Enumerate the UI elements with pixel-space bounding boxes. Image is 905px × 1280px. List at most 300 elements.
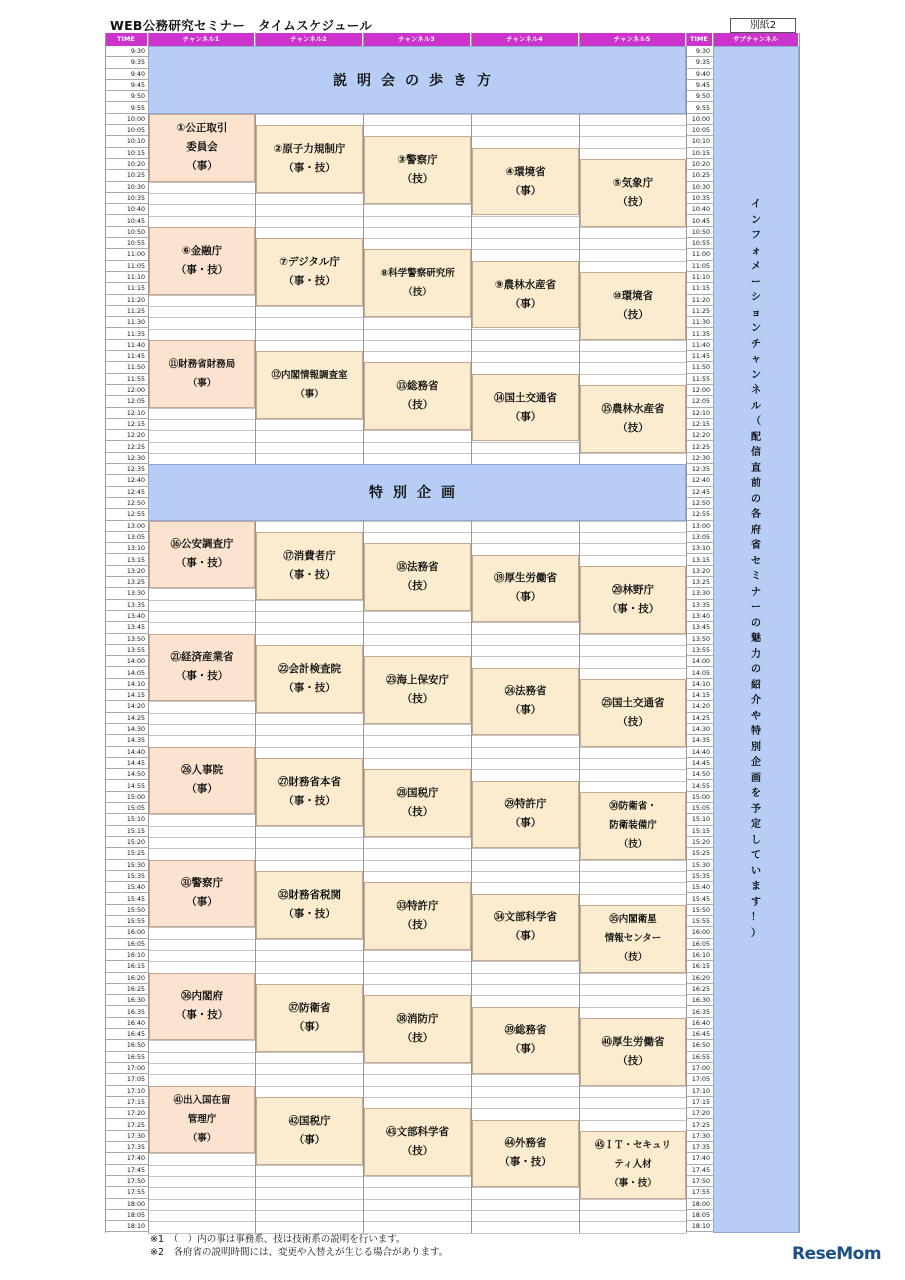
time-label-left: 17:30 xyxy=(105,1131,148,1142)
session-line: ⑦デジタル庁 xyxy=(279,255,340,268)
time-label-right: 11:25 xyxy=(686,306,713,317)
time-label-right: 16:15 xyxy=(686,961,713,972)
session-line: ⑬総務省 xyxy=(396,380,439,393)
session-block xyxy=(256,871,363,939)
time-label-left: 15:40 xyxy=(105,882,148,893)
session-line: （技） xyxy=(617,715,649,728)
time-label-right: 16:55 xyxy=(686,1052,713,1063)
session-block xyxy=(580,385,686,453)
session-line: （事・技） xyxy=(283,681,336,694)
time-label-left: 16:55 xyxy=(105,1052,148,1063)
time-label-right: 13:10 xyxy=(686,543,713,554)
session-line: ㉟内閣衛星 xyxy=(609,914,657,926)
time-label-right: 10:05 xyxy=(686,125,713,136)
time-label-right: 14:05 xyxy=(686,668,713,679)
time-label-right: 17:15 xyxy=(686,1097,713,1108)
time-label-right: 9:35 xyxy=(686,57,713,68)
session-block xyxy=(580,679,686,747)
session-line: ⑯公安調査庁 xyxy=(170,538,234,551)
session-line: ㉙特許庁 xyxy=(504,798,547,811)
time-label-left: 16:50 xyxy=(105,1040,148,1051)
session-line: （技） xyxy=(401,693,434,706)
session-line: ②原子力規制庁 xyxy=(273,142,346,155)
time-label-right: 16:40 xyxy=(686,1018,713,1029)
session-block xyxy=(256,238,363,306)
time-label-left: 12:05 xyxy=(105,396,148,407)
session-line: ㊺ＩＴ・セキュリ xyxy=(594,1140,671,1152)
time-label-left: 17:35 xyxy=(105,1142,148,1153)
channel-5-header: チャンネル5 xyxy=(579,33,686,46)
time-label-right: 15:55 xyxy=(686,916,713,927)
time-label-right: 16:10 xyxy=(686,950,713,961)
time-label-left: 15:25 xyxy=(105,848,148,859)
time-label-right: 14:00 xyxy=(686,656,713,667)
time-label-left: 13:35 xyxy=(105,600,148,611)
time-label-right: 11:20 xyxy=(686,295,713,306)
time-label-left: 13:10 xyxy=(105,543,148,554)
time-label-left: 12:25 xyxy=(105,442,148,453)
session-block xyxy=(149,1086,255,1154)
time-label-left: 10:00 xyxy=(105,114,148,125)
time-label-left: 17:50 xyxy=(105,1176,148,1187)
session-block xyxy=(472,894,579,962)
time-label-right: 15:35 xyxy=(686,871,713,882)
time-label-right: 15:00 xyxy=(686,792,713,803)
time-label-left: 17:10 xyxy=(105,1086,148,1097)
session-line: ⑤気象庁 xyxy=(612,176,654,189)
session-line: （事） xyxy=(509,1043,542,1056)
session-line: 防衛装備庁 xyxy=(609,820,657,832)
time-label-right: 15:15 xyxy=(686,826,713,837)
session-block xyxy=(580,272,686,340)
session-line: ㉔法務省 xyxy=(504,685,547,698)
session-block xyxy=(364,1108,471,1176)
session-line: ⑥金融庁 xyxy=(181,244,223,257)
time-label-right: 18:05 xyxy=(686,1210,713,1221)
time-label-left: 18:00 xyxy=(105,1199,148,1210)
time-label-right: 10:55 xyxy=(686,238,713,249)
session-line: ⑲厚生労働省 xyxy=(494,572,557,585)
time-header-right: TIME xyxy=(686,33,713,46)
channel-3-header: チャンネル3 xyxy=(363,33,471,46)
time-label-right: 12:25 xyxy=(686,442,713,453)
session-line: ㉛警察庁 xyxy=(181,877,223,890)
time-label-left: 16:20 xyxy=(105,973,148,984)
time-label-left: 17:20 xyxy=(105,1108,148,1119)
time-label-right: 11:05 xyxy=(686,261,713,272)
time-label-left: 11:00 xyxy=(105,249,148,260)
session-line: （事・技） xyxy=(606,602,660,615)
session-line: ⑧科学警察研究所 xyxy=(380,268,455,280)
time-label-left: 16:05 xyxy=(105,939,148,950)
session-line: ㊶出入国在留 xyxy=(173,1094,231,1106)
time-label-right: 16:50 xyxy=(686,1040,713,1051)
session-line: ティ人材 xyxy=(614,1159,652,1171)
time-label-left: 13:20 xyxy=(105,566,148,577)
time-label-left: 15:20 xyxy=(105,837,148,848)
time-label-left: 15:50 xyxy=(105,905,148,916)
channel-4-header: チャンネル4 xyxy=(471,33,579,46)
session-block xyxy=(580,566,686,634)
time-label-right: 13:55 xyxy=(686,645,713,656)
annex-label: 別紙2 xyxy=(730,18,796,33)
page-title: WEB公務研究セミナー タイムスケジュール xyxy=(110,18,373,33)
time-label-left: 11:40 xyxy=(105,340,148,351)
session-line: （事・技） xyxy=(609,1178,657,1190)
time-label-left: 10:25 xyxy=(105,170,148,181)
session-line: ⑮農林水産省 xyxy=(601,402,665,415)
session-line: ㊳消防庁 xyxy=(396,1013,439,1026)
time-label-right: 17:45 xyxy=(686,1165,713,1176)
time-label-right: 11:15 xyxy=(686,283,713,294)
session-block xyxy=(364,543,471,611)
time-label-left: 13:40 xyxy=(105,611,148,622)
time-label-left: 14:15 xyxy=(105,690,148,701)
time-label-right: 16:05 xyxy=(686,939,713,950)
session-line: （事） xyxy=(509,184,542,197)
session-block xyxy=(472,1007,579,1075)
time-label-left: 15:00 xyxy=(105,792,148,803)
time-label-left: 11:35 xyxy=(105,329,148,340)
time-label-right: 9:55 xyxy=(686,103,713,114)
time-label-left: 9:30 xyxy=(105,46,148,57)
session-line: ㉚防衛省・ xyxy=(609,801,657,813)
column-divider xyxy=(105,33,106,1233)
resemom-logo: ReseMom xyxy=(792,1244,882,1264)
time-label-left: 14:25 xyxy=(105,713,148,724)
session-line: （事） xyxy=(509,297,542,310)
time-label-right: 12:10 xyxy=(686,408,713,419)
session-block xyxy=(364,249,471,317)
session-line: ㊴総務省 xyxy=(504,1024,547,1037)
schedule-grid xyxy=(105,33,799,1231)
time-label-right: 14:50 xyxy=(686,769,713,780)
session-block xyxy=(149,860,255,928)
time-label-left: 17:55 xyxy=(105,1187,148,1198)
row-divider xyxy=(148,1221,686,1222)
footnote-2: ※2 各府省の説明時間には、変更や入替えが生じる場合があります。 xyxy=(150,1247,449,1258)
time-label-right: 12:05 xyxy=(686,396,713,407)
time-label-right: 11:45 xyxy=(686,351,713,362)
time-label-left: 15:55 xyxy=(105,916,148,927)
time-label-right: 9:45 xyxy=(686,80,713,91)
time-label-left: 10:35 xyxy=(105,193,148,204)
session-line: ⑳林野庁 xyxy=(612,583,654,596)
time-label-right: 10:25 xyxy=(686,170,713,181)
time-label-right: 10:35 xyxy=(686,193,713,204)
time-label-left: 13:45 xyxy=(105,622,148,633)
session-line: ⑰消費者庁 xyxy=(283,549,336,562)
time-label-left: 10:20 xyxy=(105,159,148,170)
time-label-left: 10:50 xyxy=(105,227,148,238)
session-line: ㉝特許庁 xyxy=(396,900,439,913)
session-block xyxy=(580,1131,686,1199)
time-label-right: 15:30 xyxy=(686,860,713,871)
session-block xyxy=(580,792,686,860)
time-label-left: 10:05 xyxy=(105,125,148,136)
time-label-left: 9:35 xyxy=(105,57,148,68)
time-label-right: 13:45 xyxy=(686,622,713,633)
time-label-right: 12:00 xyxy=(686,385,713,396)
session-block xyxy=(364,136,471,204)
time-label-left: 14:20 xyxy=(105,701,148,712)
time-label-right: 17:30 xyxy=(686,1131,713,1142)
session-line: ㉘国税庁 xyxy=(396,787,439,800)
session-line: （事・技） xyxy=(175,670,229,683)
session-line: ㊸文部科学省 xyxy=(386,1126,449,1139)
time-label-left: 13:25 xyxy=(105,577,148,588)
time-label-left: 9:50 xyxy=(105,91,148,102)
time-label-left: 15:35 xyxy=(105,871,148,882)
time-label-left: 17:25 xyxy=(105,1120,148,1131)
time-label-left: 14:35 xyxy=(105,735,148,746)
session-block xyxy=(472,668,579,736)
time-label-right: 10:10 xyxy=(686,136,713,147)
time-label-right: 12:55 xyxy=(686,509,713,520)
time-label-left: 13:55 xyxy=(105,645,148,656)
time-label-right: 14:15 xyxy=(686,690,713,701)
session-block xyxy=(149,634,255,702)
time-label-right: 17:05 xyxy=(686,1074,713,1085)
column-divider xyxy=(255,33,256,1233)
time-label-right: 12:30 xyxy=(686,453,713,464)
time-label-right: 18:10 xyxy=(686,1221,713,1232)
time-label-right: 13:30 xyxy=(686,588,713,599)
session-line: （技） xyxy=(401,1145,434,1158)
time-label-right: 11:55 xyxy=(686,374,713,385)
time-label-right: 14:10 xyxy=(686,679,713,690)
time-label-right: 14:35 xyxy=(686,735,713,746)
time-label-left: 16:40 xyxy=(105,1018,148,1029)
session-line: （技） xyxy=(401,580,434,593)
session-block xyxy=(256,351,363,419)
session-block xyxy=(472,374,579,442)
session-block xyxy=(256,758,363,826)
session-block xyxy=(364,769,471,837)
time-label-right: 17:55 xyxy=(686,1187,713,1198)
time-label-left: 10:55 xyxy=(105,238,148,249)
time-label-right: 16:20 xyxy=(686,973,713,984)
time-label-right: 14:20 xyxy=(686,701,713,712)
session-line: ㉑経済産業省 xyxy=(170,651,234,664)
session-line: （事） xyxy=(509,930,542,943)
time-label-right: 9:50 xyxy=(686,91,713,102)
time-label-left: 16:15 xyxy=(105,961,148,972)
session-line: （事） xyxy=(509,817,542,830)
time-label-right: 13:00 xyxy=(686,521,713,532)
time-label-left: 10:10 xyxy=(105,136,148,147)
session-line: （事） xyxy=(186,160,218,173)
time-label-right: 13:05 xyxy=(686,532,713,543)
time-label-left: 17:40 xyxy=(105,1153,148,1164)
time-label-left: 12:40 xyxy=(105,475,148,486)
time-header-left: TIME xyxy=(105,33,148,46)
time-label-right: 13:40 xyxy=(686,611,713,622)
time-label-right: 10:30 xyxy=(686,182,713,193)
time-label-left: 13:30 xyxy=(105,588,148,599)
time-label-right: 15:05 xyxy=(686,803,713,814)
column-divider xyxy=(799,33,800,1233)
session-line: （事） xyxy=(186,783,218,796)
time-label-right: 13:25 xyxy=(686,577,713,588)
session-line: ③警察庁 xyxy=(397,154,438,167)
time-label-right: 13:20 xyxy=(686,566,713,577)
time-label-right: 17:50 xyxy=(686,1176,713,1187)
time-label-left: 13:00 xyxy=(105,521,148,532)
session-block xyxy=(149,340,255,408)
time-label-left: 12:30 xyxy=(105,453,148,464)
time-label-right: 16:00 xyxy=(686,927,713,938)
session-line: ㉖人事院 xyxy=(181,764,223,777)
time-label-right: 15:40 xyxy=(686,882,713,893)
footnote-1: ※1 （ ）内の事は事務系、技は技術系の説明を行います。 xyxy=(150,1234,406,1245)
session-line: （事・技） xyxy=(283,568,336,581)
time-label-right: 10:00 xyxy=(686,114,713,125)
time-label-left: 12:00 xyxy=(105,385,148,396)
session-block xyxy=(149,521,255,589)
session-line: （事） xyxy=(293,1020,326,1033)
time-label-right: 17:35 xyxy=(686,1142,713,1153)
time-label-right: 10:15 xyxy=(686,148,713,159)
session-block xyxy=(149,747,255,815)
time-label-right: 11:10 xyxy=(686,272,713,283)
session-line: ㊲防衛省 xyxy=(288,1001,331,1014)
session-line: ㉒会計検査院 xyxy=(278,662,341,675)
session-line: （事・技） xyxy=(283,907,336,920)
time-label-right: 16:35 xyxy=(686,1007,713,1018)
time-label-right: 10:20 xyxy=(686,159,713,170)
session-line: （事） xyxy=(293,1133,326,1146)
session-line: ㊷国税庁 xyxy=(288,1114,331,1127)
time-label-left: 11:55 xyxy=(105,374,148,385)
time-label-right: 11:50 xyxy=(686,362,713,373)
footnotes xyxy=(150,1233,448,1259)
time-label-left: 18:05 xyxy=(105,1210,148,1221)
session-line: （技） xyxy=(617,308,649,321)
session-line: ⑪財務省財務局 xyxy=(168,358,236,370)
session-block xyxy=(580,159,686,227)
session-line: （事） xyxy=(295,388,324,400)
time-label-right: 9:40 xyxy=(686,69,713,80)
session-line: ⑫内閣情報調査室 xyxy=(271,369,348,381)
session-line: （技） xyxy=(401,1032,434,1045)
channel-2-header: チャンネル2 xyxy=(255,33,363,46)
time-label-right: 17:40 xyxy=(686,1153,713,1164)
session-line: ㉗財務省本省 xyxy=(278,775,341,788)
session-block xyxy=(256,645,363,713)
time-label-left: 15:05 xyxy=(105,803,148,814)
time-label-right: 15:10 xyxy=(686,814,713,825)
time-label-left: 16:10 xyxy=(105,950,148,961)
time-label-right: 14:45 xyxy=(686,758,713,769)
column-divider xyxy=(686,33,687,1233)
session-block xyxy=(256,125,363,193)
time-label-left: 12:15 xyxy=(105,419,148,430)
session-line: 委員会 xyxy=(186,141,218,154)
session-line: （事・技） xyxy=(175,557,229,570)
session-line: ㉕国土交通省 xyxy=(601,696,665,709)
session-line: ⑱法務省 xyxy=(396,561,439,574)
session-line: （技） xyxy=(401,919,434,932)
session-line: （技） xyxy=(617,421,649,434)
time-label-left: 15:15 xyxy=(105,826,148,837)
session-line: （技） xyxy=(617,195,649,208)
time-label-left: 9:45 xyxy=(105,80,148,91)
time-label-right: 11:00 xyxy=(686,249,713,260)
time-label-left: 10:30 xyxy=(105,182,148,193)
time-label-right: 15:50 xyxy=(686,905,713,916)
session-block xyxy=(256,1097,363,1165)
session-line: （技） xyxy=(401,173,434,186)
time-label-right: 12:40 xyxy=(686,475,713,486)
time-label-left: 9:40 xyxy=(105,69,148,80)
time-label-left: 15:30 xyxy=(105,860,148,871)
time-label-right: 13:35 xyxy=(686,600,713,611)
session-line: （事・技） xyxy=(175,263,229,276)
time-label-left: 11:15 xyxy=(105,283,148,294)
time-label-right: 12:35 xyxy=(686,464,713,475)
time-label-left: 16:30 xyxy=(105,995,148,1006)
subchannel-text: イ ン フ ォ メ ー シ ョ ン チ ャ ン ネ ル （ 配 信 直 前 の 各 府 省 セ ミ ナ ー の 魅 力 の 紹 介 や 特 別 企 画 を 予 定 し て い ま す ！ ） xyxy=(751,199,761,939)
session-line: （技） xyxy=(618,839,648,851)
time-label-left: 11:05 xyxy=(105,261,148,272)
session-line: （事・技） xyxy=(283,161,336,174)
time-label-left: 16:35 xyxy=(105,1007,148,1018)
session-block xyxy=(472,1120,579,1188)
session-line: ①公正取引 xyxy=(176,122,228,135)
time-label-right: 9:30 xyxy=(686,46,713,57)
session-block xyxy=(472,261,579,329)
time-label-left: 12:20 xyxy=(105,430,148,441)
session-block xyxy=(364,995,471,1063)
session-line: （事） xyxy=(187,1132,217,1144)
session-line: （事） xyxy=(509,410,542,423)
time-label-right: 14:30 xyxy=(686,724,713,735)
time-label-right: 17:25 xyxy=(686,1120,713,1131)
time-label-left: 14:40 xyxy=(105,747,148,758)
row-divider xyxy=(148,1199,686,1200)
time-label-left: 12:50 xyxy=(105,498,148,509)
time-label-right: 12:45 xyxy=(686,487,713,498)
session-block xyxy=(256,532,363,600)
session-block xyxy=(364,362,471,430)
time-label-right: 14:25 xyxy=(686,713,713,724)
time-label-right: 14:40 xyxy=(686,747,713,758)
time-label-right: 17:00 xyxy=(686,1063,713,1074)
time-label-right: 13:15 xyxy=(686,555,713,566)
session-line: （事・技） xyxy=(283,794,336,807)
time-label-left: 15:45 xyxy=(105,894,148,905)
time-label-right: 16:45 xyxy=(686,1029,713,1040)
time-label-left: 17:45 xyxy=(105,1165,148,1176)
session-line: 管理庁 xyxy=(187,1113,217,1125)
session-line: （事） xyxy=(186,896,218,909)
session-line: （技） xyxy=(618,952,648,964)
time-label-left: 11:20 xyxy=(105,295,148,306)
session-line: ⑭国土交通省 xyxy=(494,391,557,404)
row-divider xyxy=(148,1210,686,1211)
session-line: ㉞文部科学省 xyxy=(494,911,557,924)
time-label-right: 16:25 xyxy=(686,984,713,995)
time-label-left: 11:50 xyxy=(105,362,148,373)
time-label-right: 11:40 xyxy=(686,340,713,351)
session-block xyxy=(472,781,579,849)
time-label-left: 11:30 xyxy=(105,317,148,328)
session-line: （技） xyxy=(617,1054,649,1067)
row-divider xyxy=(148,453,686,454)
session-block xyxy=(580,905,686,973)
session-line: （事・技） xyxy=(283,274,336,287)
